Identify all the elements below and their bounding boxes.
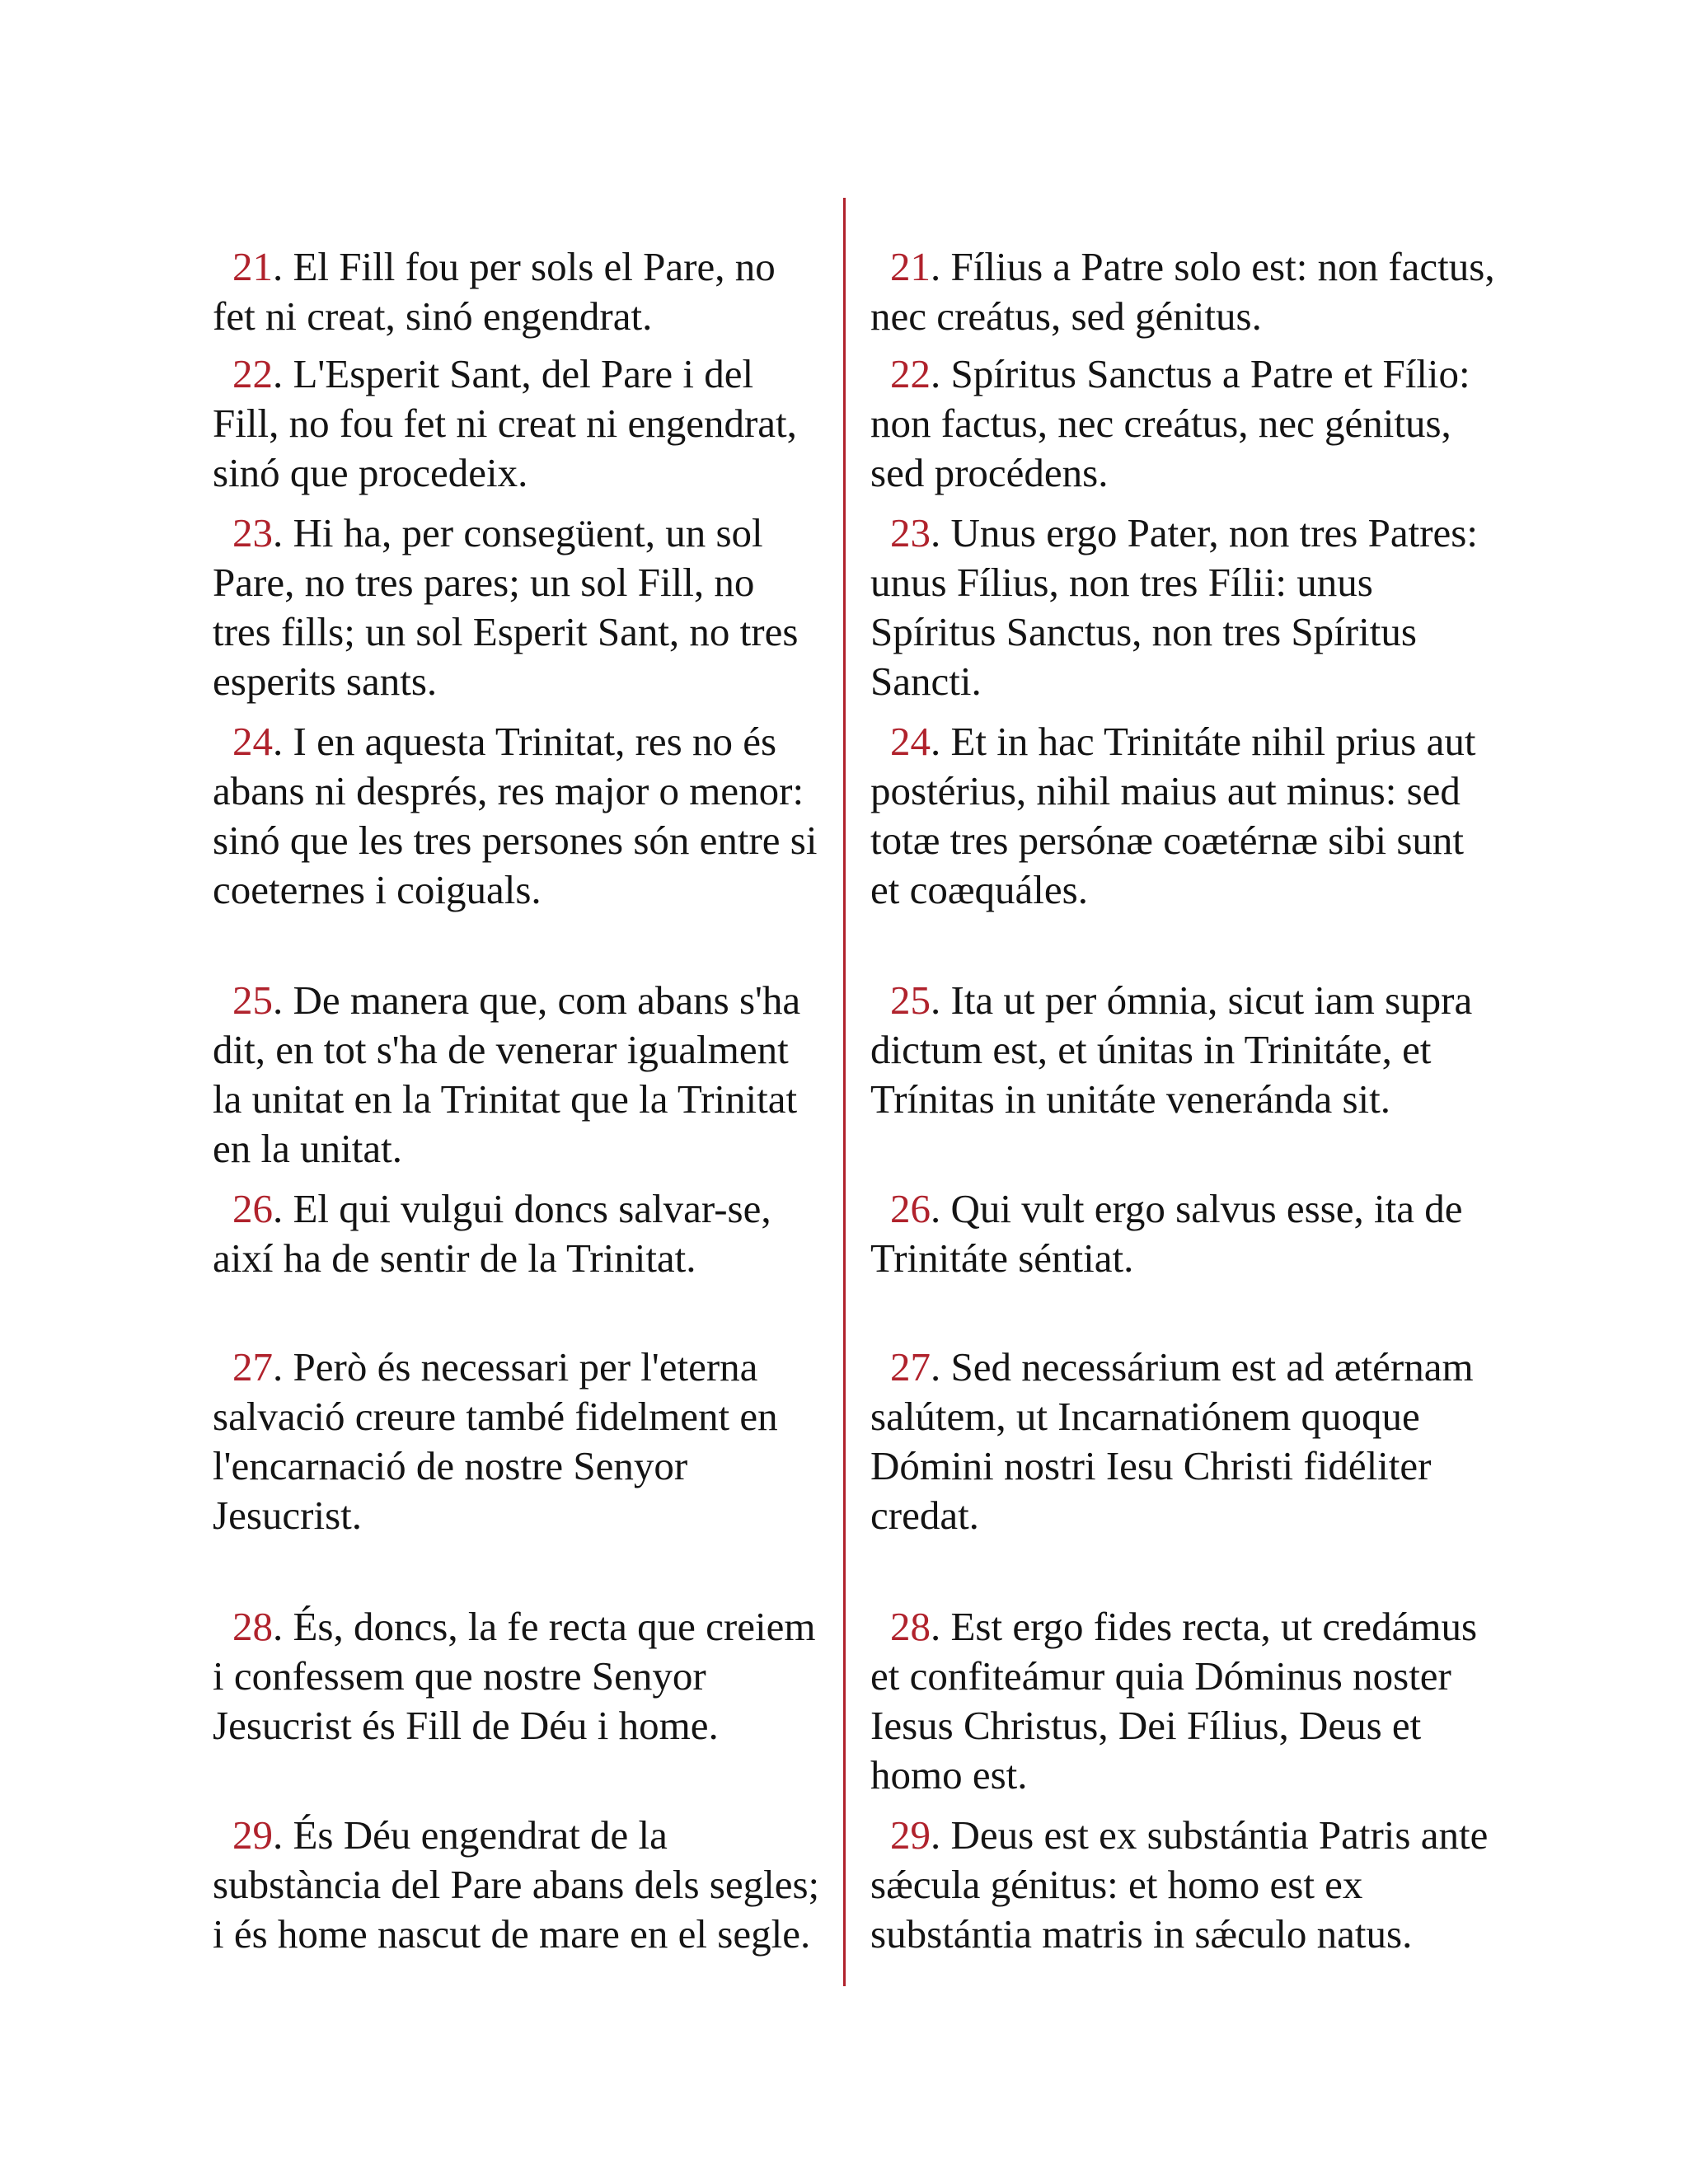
verse-text: . Hi ha, per consegüent, un sol Pare, no tres pares; un sol Fill, no tres fills; un sol Esperit Sant, no tres esperits sants.: [213, 510, 799, 704]
verse-24-latin: [870, 717, 1497, 915]
verse-number: 25: [890, 977, 931, 1023]
verse-text: . Qui vult ergo salvus esse, ita de Trinitáte séntiat.: [870, 1186, 1463, 1281]
column-divider: [843, 198, 846, 1986]
verse-number: 24: [232, 719, 273, 764]
verse-22-catalan: [213, 349, 823, 498]
verse-text: . Fílius a Patre solo est: non factus, nec creátus, sed génitus.: [870, 244, 1495, 339]
verse-21-latin: [870, 242, 1497, 341]
verse-number: 24: [890, 719, 931, 764]
verse-number: 22: [232, 351, 273, 396]
verse-25-latin: [870, 976, 1497, 1124]
verse-number: 25: [232, 977, 273, 1023]
verse-23-latin: [870, 509, 1497, 706]
verse-text: . Deus est ex substántia Patris ante sǽcula génitus: et homo est ex substántia matris in sǽculo natus.: [870, 1812, 1489, 1957]
verse-26-catalan: [213, 1184, 823, 1283]
verse-text: . És, doncs, la fe recta que creiem i confessem que nostre Senyor Jesucrist és Fill de Déu i home.: [213, 1604, 816, 1748]
verse-text: . Unus ergo Pater, non tres Patres: unus Fílius, non tres Fílii: unus Spíritus Sanctus, non tres Spíritus Sancti.: [870, 510, 1478, 704]
verse-text: . És Déu engendrat de la substància del Pare abans dels segles; i és home nascut de mare en el segle.: [213, 1812, 820, 1957]
verse-29-catalan: [213, 1811, 823, 1959]
verse-number: 27: [232, 1344, 273, 1390]
verse-24-catalan: [213, 717, 823, 915]
verse-27-catalan: [213, 1343, 823, 1540]
verse-number: 27: [890, 1344, 931, 1390]
verse-text: . Sed necessárium est ad ætérnam salútem, ut Incarnatiónem quoque Dómini nostri Iesu Christi fidéliter credat.: [870, 1344, 1474, 1538]
verse-number: 23: [232, 510, 273, 555]
verse-28-latin: [870, 1602, 1497, 1800]
verse-number: 23: [890, 510, 931, 555]
verse-21-catalan: [213, 242, 823, 341]
verse-29-latin: [870, 1811, 1497, 1959]
verse-27-latin: [870, 1343, 1497, 1540]
verse-text: . I en aquesta Trinitat, res no és abans ni després, res major o menor: sinó que les tres persones són entre si coeternes i coiguals.: [213, 719, 818, 912]
verse-text: . Però és necessari per l'eterna salvació creure també fidelment en l'encarnació de nostre Senyor Jesucrist.: [213, 1344, 778, 1538]
verse-number: 21: [232, 244, 273, 289]
verse-number: 28: [890, 1604, 931, 1649]
verse-text: . Spíritus Sanctus a Patre et Fílio: non factus, nec creátus, nec génitus, sed procédens.: [870, 351, 1470, 495]
verse-26-latin: [870, 1184, 1497, 1283]
verse-text: . El Fill fou per sols el Pare, no fet ni creat, sinó engendrat.: [213, 244, 776, 339]
verse-23-catalan: [213, 509, 823, 706]
verse-number: 21: [890, 244, 931, 289]
verse-number: 29: [890, 1812, 931, 1858]
verse-number: 29: [232, 1812, 273, 1858]
verse-text: . Et in hac Trinitáte nihil prius aut postérius, nihil maius aut minus: sed totæ tres persónæ coætérnæ sibi sunt et coæquáles.: [870, 719, 1476, 912]
verse-text: . De manera que, com abans s'ha dit, en tot s'ha de venerar igualment la unitat en la Trinitat que la Trinitat en la unitat.: [213, 977, 801, 1171]
verse-text: . Est ergo fides recta, ut credámus et confiteámur quia Dóminus noster Iesus Christus, Dei Fílius, Deus et homo est.: [870, 1604, 1478, 1797]
verse-text: . Ita ut per ómnia, sicut iam supra dictum est, et únitas in Trinitáte, et Trínitas in unitáte veneránda sit.: [870, 977, 1473, 1122]
verse-28-catalan: [213, 1602, 823, 1750]
verse-number: 28: [232, 1604, 273, 1649]
verse-number: 22: [890, 351, 931, 396]
verse-number: 26: [890, 1186, 931, 1231]
verse-text: . L'Esperit Sant, del Pare i del Fill, no fou fet ni creat ni engendrat, sinó que procedeix.: [213, 351, 797, 495]
verse-22-latin: [870, 349, 1497, 498]
verse-25-catalan: [213, 976, 823, 1174]
verse-text: . El qui vulgui doncs salvar-se, així ha de sentir de la Trinitat.: [213, 1186, 771, 1281]
verse-number: 26: [232, 1186, 273, 1231]
